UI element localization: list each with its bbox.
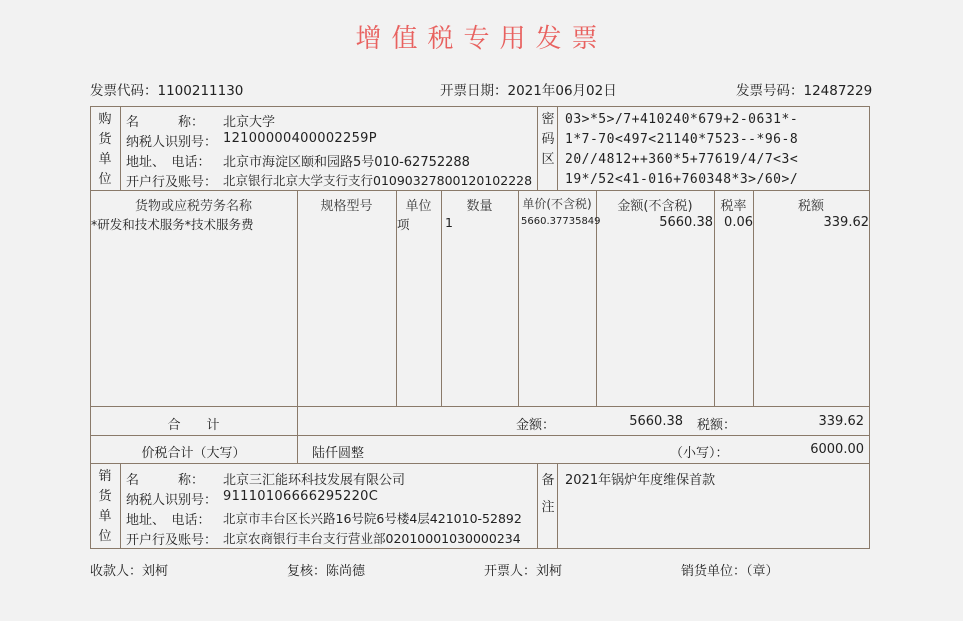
col-header-rate: 税率 xyxy=(720,199,747,214)
buyer-bank-label: 开户行及账号： xyxy=(126,175,218,190)
seller-name-label: 名 称： xyxy=(126,473,205,488)
invoice-title: 增值税专用发票 xyxy=(355,24,608,54)
grand-total-words: 陆仟圆整 xyxy=(312,446,365,461)
totals-label: 合 计 xyxy=(167,418,220,433)
cipher-line: 19*/52<41-016+760348*3>/60>/ xyxy=(565,172,799,187)
col-header-spec: 规格型号 xyxy=(320,199,373,214)
col-header-amount: 金额(不含税) xyxy=(617,199,693,214)
buyer-name-label: 名 称： xyxy=(126,115,205,130)
col-header-tax: 税额 xyxy=(797,199,824,214)
buyer-name: 北京大学 xyxy=(223,115,276,130)
col-header-unit: 单位 xyxy=(405,199,432,214)
item-amount: 5660.38 xyxy=(659,215,713,230)
seller-addr-label: 地址、 电话： xyxy=(126,513,211,528)
cipher-line: 03>*5>/7+410240*679+2-0631*- xyxy=(565,112,799,127)
invoice-number: 发票号码：12487229 xyxy=(736,83,873,99)
buyer-taxid-label: 纳税人识别号： xyxy=(126,135,218,150)
remarks-side-label: 备注 xyxy=(541,473,555,515)
cipher-line: 1*7-70<497<21140*7523--*96-8 xyxy=(565,132,799,147)
buyer-side-label: 购货单位 xyxy=(98,112,112,187)
grand-total-label: 价税合计（大写） xyxy=(141,446,246,461)
invoice-code: 发票代码：1100211130 xyxy=(90,83,244,99)
item-qty: 1 xyxy=(445,215,453,230)
seller-side-label: 销货单位 xyxy=(98,469,112,544)
remarks-text: 2021年锅炉年度维保首款 xyxy=(565,473,716,488)
totals-tax: 339.62 xyxy=(818,414,864,429)
footer-reviewer: 复核：陈尚德 xyxy=(287,564,366,579)
grand-total-small-label: （小写）： xyxy=(670,446,729,461)
cipher-side-label: 密码区 xyxy=(541,112,555,167)
seller-bank: 北京农商银行丰台支行营业部02010001030000234 xyxy=(223,531,521,546)
footer-payee: 收款人：刘柯 xyxy=(90,564,169,579)
item-name: *研发和技术服务*技术服务费 xyxy=(91,217,254,232)
buyer-taxid: 12100000400002259P xyxy=(223,131,377,146)
col-header-qty: 数量 xyxy=(466,199,493,214)
issue-date: 开票日期：2021年06月02日 xyxy=(440,83,617,99)
cipher-line: 20//4812++360*5+77619/4/7<3< xyxy=(565,152,799,167)
footer-seller-seal: 销货单位：（章） xyxy=(681,564,779,579)
seller-name: 北京三汇能环科技发展有限公司 xyxy=(223,473,406,488)
col-header-name: 货物或应税劳务名称 xyxy=(134,199,252,214)
item-price: 5660.37735849 xyxy=(521,216,601,227)
seller-taxid-label: 纳税人识别号： xyxy=(126,493,218,508)
totals-tax-label: 税额： xyxy=(697,418,737,433)
col-header-price: 单价(不含税) xyxy=(522,197,592,211)
totals-amount: 5660.38 xyxy=(629,414,683,429)
totals-amount-label: 金额： xyxy=(516,418,556,433)
seller-taxid: 91110106666295220C xyxy=(223,489,379,504)
item-unit: 项 xyxy=(397,217,410,232)
seller-addr: 北京市丰台区长兴路16号院6号楼4层421010-52892 xyxy=(223,511,522,526)
seller-bank-label: 开户行及账号： xyxy=(126,533,218,548)
item-rate: 0.06 xyxy=(724,215,753,230)
buyer-addr-label: 地址、 电话： xyxy=(126,155,211,170)
footer-issuer: 开票人：刘柯 xyxy=(484,564,563,579)
buyer-bank: 北京银行北京大学支行支行01090327800120102228 xyxy=(223,173,533,188)
buyer-addr: 北京市海淀区颐和园路5号010-62752288 xyxy=(223,155,470,170)
grand-total-figures: 6000.00 xyxy=(810,442,864,457)
item-tax: 339.62 xyxy=(823,215,869,230)
